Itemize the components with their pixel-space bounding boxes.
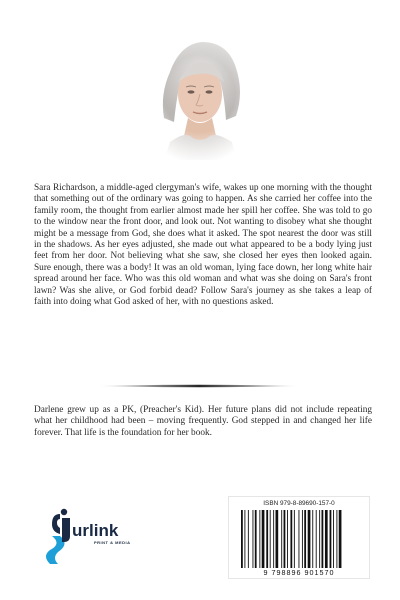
svg-text:PRINT & MEDIA: PRINT & MEDIA: [94, 540, 131, 545]
publisher-logo: [40, 506, 145, 566]
isbn-barcode-box: [228, 496, 370, 579]
isbn-barcode: [241, 510, 357, 568]
svg-text:urlink: urlink: [72, 521, 119, 540]
isbn-number: ISBN 979-8-89690-157-0: [263, 500, 335, 507]
author-portrait-image: [140, 32, 258, 160]
section-divider: [98, 383, 300, 389]
barcode-digits: 9 798896 901570: [263, 568, 335, 577]
book-synopsis: Sara Richardson, a middle-aged clergyman's wife, wakes up one morning with the thought that something out of the ordinary was going to happen. As she carried her coffee into the family room, the thought from earlier almost made her spill her coffee. She was told to go to the window near the front door, and look out. Not wanting to disobey what she thought might be a message from God, she does what it asked. The spot nearest the door was still in the shadows. As her eyes adjusted, she made out what appeared to be a body lying just feet from her door. Not believing what she saw, she closed her eyes then looked again. Sure enough, there was a body! It was an old woman, lying face down, her long white hair spread around her face. Who was this old woman and what was she doing on Sara's front lawn? Was she alive, or God forbid dead? Follow Sara's journey as she takes a leap of faith into doing what God asked of her, with no questions asked.: [34, 183, 372, 308]
author-bio: Darlene grew up as a PK, (Preacher's Kid). Her future plans did not include repeating what her childhood had been – moving frequently. God stepped in and changed her life forever. That life is the foundation for her book.: [34, 405, 372, 438]
